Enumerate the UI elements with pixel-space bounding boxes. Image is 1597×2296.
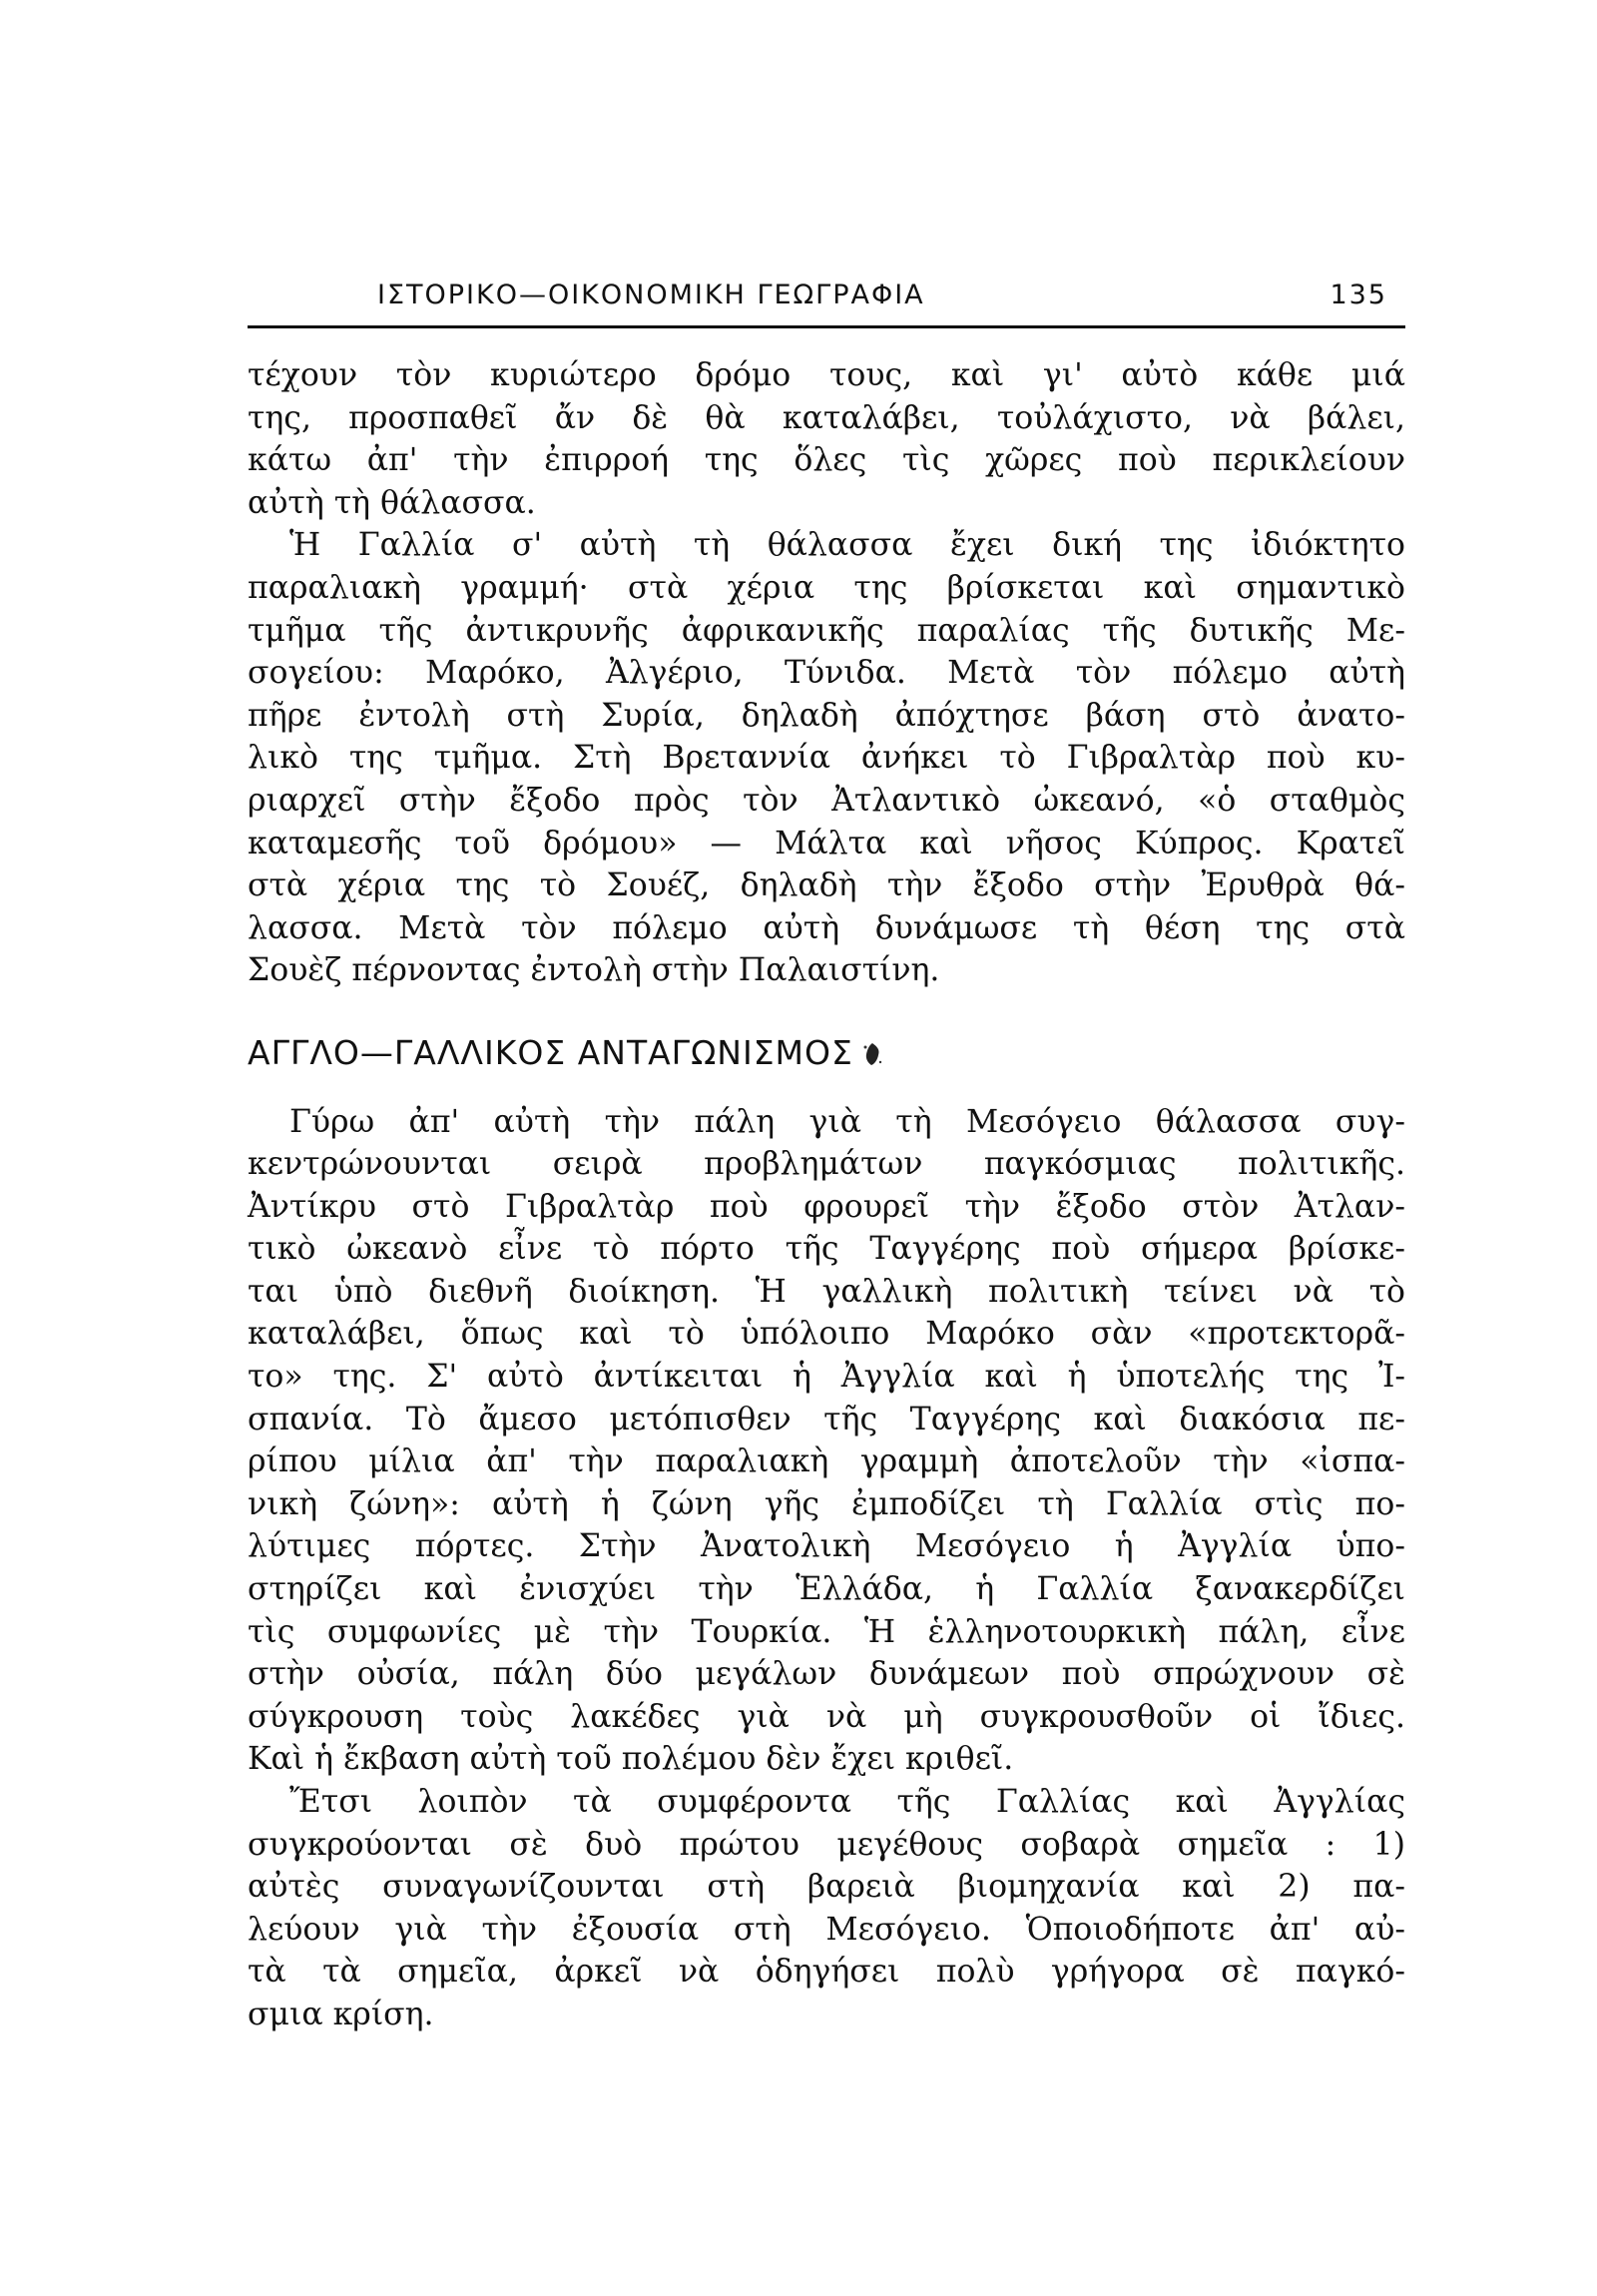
paragraph xyxy=(248,354,1405,524)
text-line: σμια κρίση. xyxy=(248,1996,434,2032)
text-line: Σουὲζ πέρνοντας ἐντολὴ στὴν Παλαιστίνη. xyxy=(248,952,940,989)
book-page xyxy=(248,268,1405,2224)
text-line: κεντρώνουνται σειρὰ προβλημάτων παγκόσμιας πολιτικῆς. xyxy=(248,1146,1405,1183)
body-text xyxy=(248,354,1405,2036)
text-line: αὐτὴ τὴ θάλασσα. xyxy=(248,484,536,521)
text-line: στηρίζει καὶ ἐνισχύει τὴν Ἑλλάδα, ἡ Γαλλία ξανακερδίζει xyxy=(248,1571,1405,1608)
text-line: αὐτὲς συναγωνίζουνται στὴ βαρειὰ βιομηχανία καὶ 2) πα- xyxy=(248,1869,1405,1906)
ink-blot-icon xyxy=(861,1041,883,1067)
text-line: παραλιακὴ γραμμή· στὰ χέρια της βρίσκεται καὶ σημαντικὸ xyxy=(248,569,1405,606)
text-line: στὰ χέρια της τὸ Σουέζ, δηλαδὴ τὴν ἔξοδο στὴν Ἐρυθρὰ θά- xyxy=(248,867,1405,904)
text-line: πῆρε ἐντολὴ στὴ Συρία, δηλαδὴ ἀπόχτησε βάση στὸ ἀνατο- xyxy=(248,697,1405,734)
text-line: Γύρω ἀπ' αὐτὴ τὴν πάλη γιὰ τὴ Μεσόγειο θάλασσα συγ- xyxy=(289,1103,1405,1140)
page-header-title: ΙΣΤΟΡΙΚΟ—ΟΙΚΟΝΟΜΙΚΗ ΓΕΩΓΡΑΦΙΑ xyxy=(377,280,925,310)
text-line: τέχουν τὸν κυριώτερο δρόμο τους, καὶ γι' αὐτὸ κάθε μιά xyxy=(248,357,1405,393)
section-heading-text: ΑΓΓΛΟ—ΓΑΛΛΙΚΟΣ ΑΝΤΑΓΩΝΙΣΜΟΣ xyxy=(248,1032,853,1072)
text-line: τὰ τὰ σημεῖα, ἀρκεῖ νὰ ὁδηγήσει πολὺ γρήγορα σὲ παγκό- xyxy=(248,1954,1405,1991)
text-line: συγκρούονται σὲ δυὸ πρώτου μεγέθους σοβαρὰ σημεῖα : 1) xyxy=(248,1826,1405,1863)
text-line: νικὴ ζώνη»: αὐτὴ ἡ ζώνη γῆς ἐμποδίζει τὴ Γαλλία στὶς πο- xyxy=(248,1485,1405,1522)
text-line: ριαρχεῖ στὴν ἔξοδο πρὸς τὸν Ἀτλαντικὸ ὠκεανό, «ὁ σταθμὸς xyxy=(248,782,1405,819)
text-line: σογείου: Μαρόκο, Ἀλγέριο, Τύνιδα. Μετὰ τὸν πόλεμο αὐτὴ xyxy=(248,655,1405,692)
text-line: Ἡ Γαλλία σ' αὐτὴ τὴ θάλασσα ἔχει δική της ἰδιόκτητο xyxy=(289,527,1405,564)
text-line: κάτω ἀπ' τὴν ἐπιρροή της ὅλες τὶς χῶρες ποὺ περικλείουν xyxy=(248,442,1405,479)
text-line: Ἔτσι λοιπὸν τὰ συμφέροντα τῆς Γαλλίας καὶ Ἀγγλίας xyxy=(289,1784,1405,1820)
text-line: λικὸ της τμῆμα. Στὴ Βρεταννία ἀνήκει τὸ Γιβραλτὰρ ποὺ κυ- xyxy=(248,740,1405,777)
text-line: Καὶ ἡ ἔκβαση αὐτὴ τοῦ πολέμου δὲν ἔχει κριθεῖ. xyxy=(248,1741,1014,1778)
text-line: λύτιμες πόρτες. Στὴν Ἀνατολικὴ Μεσόγειο ἡ Ἀγγλία ὑπο- xyxy=(248,1528,1405,1565)
text-line: σύγκρουση τοὺς λακέδες γιὰ νὰ μὴ συγκρουσθοῦν οἱ ἴδιες. xyxy=(248,1698,1405,1735)
text-line: σπανία. Τὸ ἄμεσο μετόπισθεν τῆς Ταγγέρης καὶ διακόσια πε- xyxy=(248,1401,1405,1437)
text-line: τμῆμα τῆς ἀντικρυνῆς ἀφρικανικῆς παραλίας τῆς δυτικῆς Με- xyxy=(248,612,1405,649)
paragraph xyxy=(248,1101,1405,1782)
header-rule xyxy=(248,325,1405,328)
text-line: το» της. Σ' αὐτὸ ἀντίκειται ἡ Ἀγγλία καὶ ἡ ὑποτελής της Ἰ- xyxy=(248,1359,1405,1396)
text-line: της, προσπαθεῖ ἄν δὲ θὰ καταλάβει, τοὐλάχιστο, νὰ βάλει, xyxy=(248,399,1405,436)
text-line: ρίπου μίλια ἀπ' τὴν παραλιακὴ γραμμὴ ἀποτελοῦν τὴν «ἰσπα- xyxy=(248,1443,1405,1480)
page-number: 135 xyxy=(1330,280,1387,310)
text-line: στὴν οὐσία, πάλη δύο μεγάλων δυνάμεων ποὺ σπρώχνουν σὲ xyxy=(248,1656,1405,1693)
text-line: ται ὑπὸ διεθνῆ διοίκηση. Ἡ γαλλικὴ πολιτικὴ τείνει νὰ τὸ xyxy=(248,1273,1405,1310)
text-line: τικὸ ὠκεανὸ εἶνε τὸ πόρτο τῆς Ταγγέρης ποὺ σήμερα βρίσκε- xyxy=(248,1231,1405,1268)
running-header xyxy=(248,268,1405,323)
text-line: λασσα. Μετὰ τὸν πόλεμο αὐτὴ δυνάμωσε τὴ θέση της στὰ xyxy=(248,909,1405,946)
paragraph xyxy=(248,1781,1405,2036)
text-line: καταλάβει, ὅπως καὶ τὸ ὑπόλοιπο Μαρόκο σὰν «προτεκτορᾶ- xyxy=(248,1316,1405,1353)
text-line: λεύουν γιὰ τὴν ἐξουσία στὴ Μεσόγειο. Ὁποιοδήποτε ἀπ' αὐ- xyxy=(248,1911,1405,1948)
section-heading xyxy=(248,1032,1405,1075)
text-line: Ἀντίκρυ στὸ Γιβραλτὰρ ποὺ φρουρεῖ τὴν ἔξοδο στὸν Ἀτλαν- xyxy=(248,1188,1405,1225)
paragraph xyxy=(248,524,1405,992)
text-line: τὶς συμφωνίες μὲ τὴν Τουρκία. Ἡ ἑλληνοτουρκικὴ πάλη, εἶνε xyxy=(248,1613,1405,1650)
text-line: καταμεσῆς τοῦ δρόμου» — Μάλτα καὶ νῆσος Κύπρος. Κρατεῖ xyxy=(248,825,1405,861)
